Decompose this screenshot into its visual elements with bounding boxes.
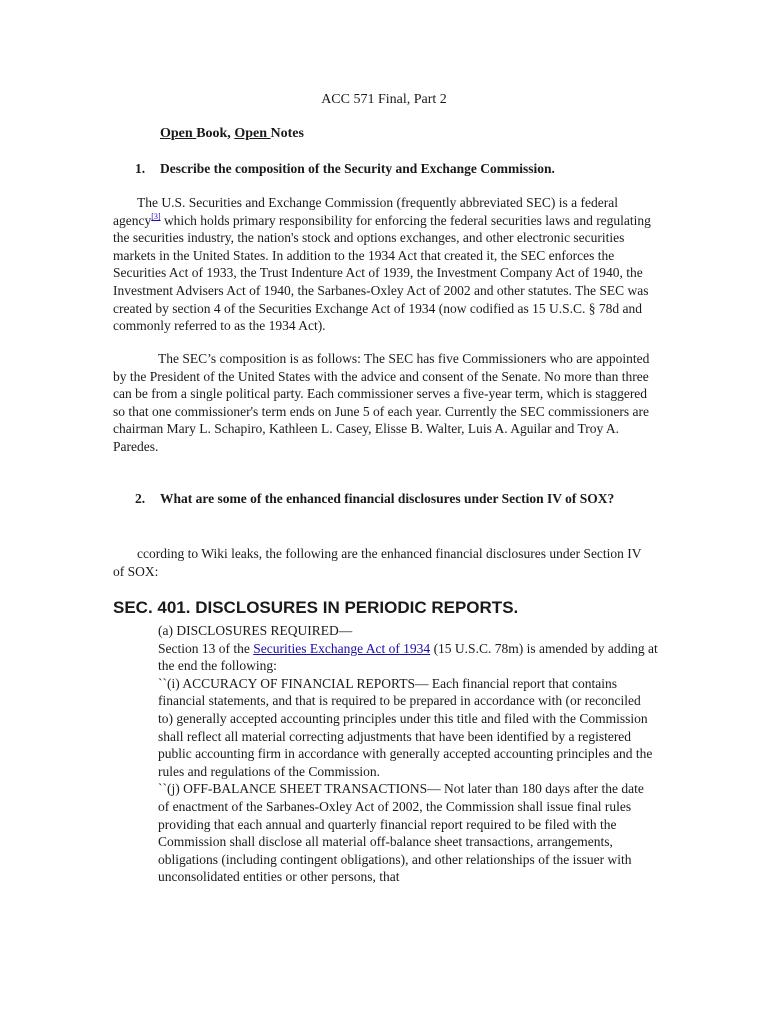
question-1-text: Describe the composition of the Security and Exchange Commission. (160, 161, 555, 176)
paragraph-3 (113, 545, 648, 580)
paragraph-2-text: The SEC’s composition is as follows: The SEC has five Commissioners who are appointed by the President of the United States with the advice and consent of the Senate. No more than three can be from a single political party. Each commissioner serves a five-year term, which is staggered so that one commissioner's term ends on June 5 of each year. Currently the SEC commissioners are chairman Mary L. Schapiro, Kathleen L. Casey, Elisse B. Walter, Luis A. Aguilar and Troy A. Paredes. (113, 351, 650, 454)
subtitle-notes: Notes (270, 126, 304, 141)
subtitle-open-2: Open (234, 126, 271, 141)
paragraph-2 (113, 350, 658, 456)
footnote-ref-link[interactable]: [3] (151, 211, 161, 221)
question-2 (135, 490, 655, 508)
document-subtitle (160, 126, 304, 142)
section-j: ``(j) OFF-BALANCE SHEET TRANSACTIONS— Not later than 180 days after the date of enactment of the Sarbanes-Oxley Act of 2002, the Commission shall issue final rules providing that each annual and quarterly financial report required to be filed with the Commission shall disclose all material off-balance sheet transactions, arrangements, obligations (including contingent obligations), and other relationships of the issuer with unconsolidated entities or other persons, that (158, 781, 644, 885)
securities-exchange-act-link[interactable]: Securities Exchange Act of 1934 (253, 640, 431, 656)
paragraph-1-text-a: The U.S. Securities and Exchange Commission (frequently abbreviated SEC) is a federal agency (113, 195, 618, 228)
paragraph-1 (113, 194, 658, 335)
section-i: ``(i) ACCURACY OF FINANCIAL REPORTS— Each financial report that contains financial statements, and that is required to be prepared in accordance with (or reconciled to) generally accepted accounting principles under this title and filed with the Commission shall reflect all material correcting adjustments that have been identified by a registered public accounting firm in accordance with generally accepted accounting principles and the rules and regulations of the Commission. (158, 675, 653, 779)
paragraph-1-text-b: which holds primary responsibility for enforcing the federal securities laws and regulating the securities industry, the nation's stock and options exchanges, and other electronic securities markets in the United States. In addition to the 1934 Act that created it, the SEC enforces the Securities Act of 1933, the Trust Indenture Act of 1939, the Investment Company Act of 1940, the Investment Advisers Act of 1940, the Sarbanes-Oxley Act of 2002 and other statutes. The SEC was created by section 4 of the Securities Exchange Act of 1934 (now codified as 15 U.S.C. § 78d and commonly referred to as the 1934 Act). (113, 212, 651, 334)
section-heading: SEC. 401. DISCLOSURES IN PERIODIC REPORTS. (113, 598, 519, 617)
question-1 (135, 160, 665, 178)
section-body (158, 622, 658, 886)
paragraph-3-text: ccording to Wiki leaks, the following are the enhanced financial disclosures under Section IV of SOX: (113, 546, 642, 579)
subtitle-book: Book, (196, 126, 235, 141)
document-title: ACC 571 Final, Part 2 (321, 92, 447, 107)
question-2-number: 2. (135, 491, 146, 506)
question-1-number: 1. (135, 161, 146, 176)
subtitle-open-1: Open (160, 126, 197, 141)
section-a: (a) DISCLOSURES REQUIRED— (158, 623, 353, 638)
question-2-text: What are some of the enhanced financial disclosures under Section IV of SOX? (160, 491, 615, 506)
section-amend-line: Section 13 of the Securities Exchange Act of 1934 (15 U.S.C. 78m) is amended by adding at the end the following: (158, 640, 658, 674)
